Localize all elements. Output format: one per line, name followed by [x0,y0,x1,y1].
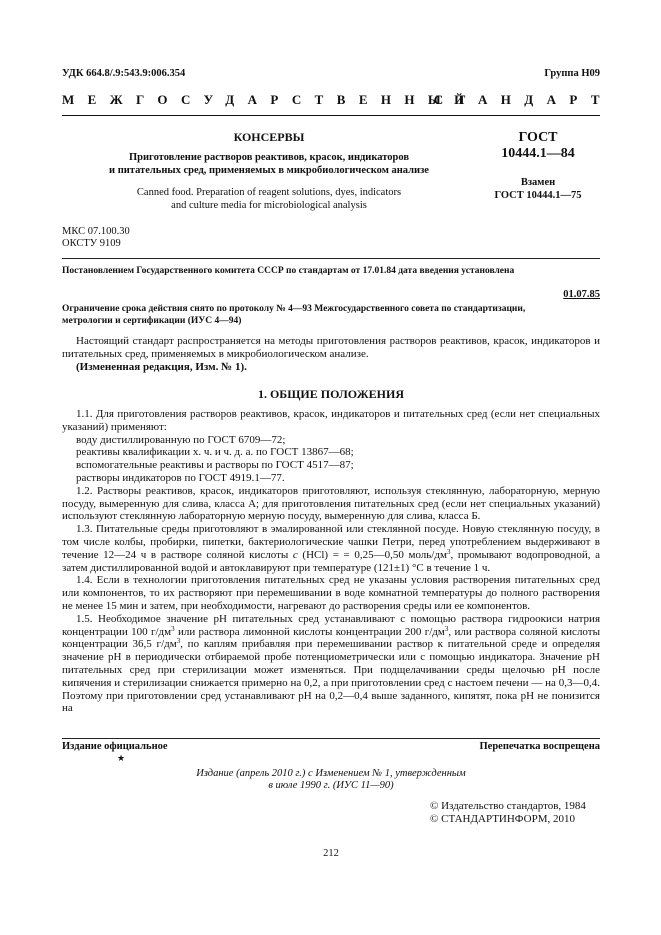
clause-1-1: 1.1. Для приготовления растворов реактивов, красок, индикаторов и питательных сред (если нет специальных указаний) применяют: [62,408,600,433]
standard-subtitle-line2: и питательных сред, применяемых в микробиологическом анализе [109,165,429,176]
english-title-line1: Canned food. Preparation of reagent solutions, dyes, indicators [136,187,402,198]
okstu-code: ОКСТУ 9109 [62,238,121,249]
codes-rule [62,258,600,259]
effective-date: 01.07.85 [563,289,600,300]
replaces-label: Взамен [520,177,556,188]
standard-subtitle-line1: Приготовление растворов реактивов, красок, индикаторов [129,152,409,163]
intro-paragraph: Настоящий стандарт распространяется на методы приготовления растворов реактивов, красок, индикаторов и питательных сред, применяемых в микробиологическом анализе. [62,335,600,360]
intro-amendment: (Измененная редакция, Изм. № 1). [76,360,247,373]
limitation-line2: метрологии и сертификации (ИУС 4—94) [62,316,242,326]
clause-1-2: 1.2. Растворы реактивов, красок, индикаторов приготовляют, используя стеклянную, лабораторную, мерную посуду, вымеренную для слива, класса А; для приготовления питательных сред (если нет специальных указаний) используют стеклянную лабораторную мерную посуду, вымеренную для слива, класса Б. [62,484,600,523]
clause-1-5: 1.5. Необходимое значение рН питательных сред устанавливают с помощью раствора гидроокиси натрия концентрации 100 $г/дм^3$ или раствора лимонной кислоты концентрации 200 $г/дм^3$, или раствора соляной кислоты концентрации 36,5 $г/дм^3$, по каплям прибавляя при перемешивании раствор к питательной среде и определяя значение рН в периодически отбираемой пробе потенциометрически или с помощью индикатора. Значение рН питательных сред при стерилизации может изменяться. При подщелачивании среды щелочью рН после кипячения и стерилизации снижается примерно на 0,2, а при приготовлении сред с настоем печени — на 0,3—0,4. Поэтому при приготовлении сред устанавливают рН на 0,2—0,4 выше заданного, кипятят, пока рН не понизится на [62,612,600,715]
list-item: вспомогательные реактивы и растворы по ГОСТ 4517—87; [76,459,354,472]
mks-code: МКС 07.100.30 [62,226,130,237]
limitation-line1: Ограничение срока действия снято по протоколу № 4—93 Межгосударственного совета по стандартизации, [62,304,526,314]
english-title-line2: and culture media for microbiological analysis [171,200,367,211]
footer-rule [62,738,600,739]
decree-text: Постановлением Государственного комитета СССР по стандартам от 17.01.84 дата введения установлена [62,266,515,276]
section-body [62,408,600,715]
group-code: Группа Н09 [544,68,600,79]
reprint-prohibited: Перепечатка воспрещена [479,741,600,752]
banner-standard: СТАНДАРТ [433,92,613,107]
gost-number: 10444.1—84 [501,146,575,161]
page-number: 212 [323,848,339,859]
list-item: воду дистиллированную по ГОСТ 6709—72; [76,433,286,446]
intro-block [62,335,600,373]
clause-1-3: 1.3. Питательные среды приготовляют в эмалированной или стеклянной посуде. Новую стеклянную посуду, в том числе колбы, пробирки, пипетки, бактериологические чашки Петри, перед употреблением выдерживают в течение 12—24 ч в растворе соляной кислоты c (HCl) = = 0,25—0,50 моль/$дм^3$, промывают водопроводной, а затем дистиллированной водой и автоклавируют при температуре (121±1) °С в течение 1 ч. [62,523,600,574]
udk-code: УДК 664.8/.9:543.9:006.354 [62,68,186,79]
official-edition: Издание официальное [62,741,168,752]
gost-label: ГОСТ [518,130,558,145]
edition-note-line2: в июле 1990 г. (ИУС 11—90) [268,780,394,791]
edition-note-line1: Издание (апрель 2010 г.) с Изменением № 1, утвержденным [196,768,466,779]
copyright-1984: © Издательство стандартов, 1984 [430,800,586,812]
list-item: растворы индикаторов по ГОСТ 4919.1—77. [76,471,285,484]
star-mark: ★ [117,753,126,763]
banner-rule [62,115,600,116]
clause-1-4: 1.4. Если в технологии приготовления питательных сред не указаны условия растворения питательных сред или компонентов, то их растворяют при перемешивании в воде комнатной температуры до полного растворения не менее 15 мин и затем, при необходимости, нагревают до растворения среды или ее компонентов. [62,574,600,612]
banner-interstate: МЕЖГОСУДАРСТВЕННЫЙ [62,92,478,107]
copyright-2010: © СТАНДАРТИНФОРМ, 2010 [430,813,575,825]
list-item: реактивы квалификации х. ч. и ч. д. а. по ГОСТ 13867—68; [76,446,354,459]
section-heading: 1. ОБЩИЕ ПОЛОЖЕНИЯ [257,387,405,401]
standard-title: КОНСЕРВЫ [233,130,305,144]
replaces-value: ГОСТ 10444.1—75 [494,190,582,201]
